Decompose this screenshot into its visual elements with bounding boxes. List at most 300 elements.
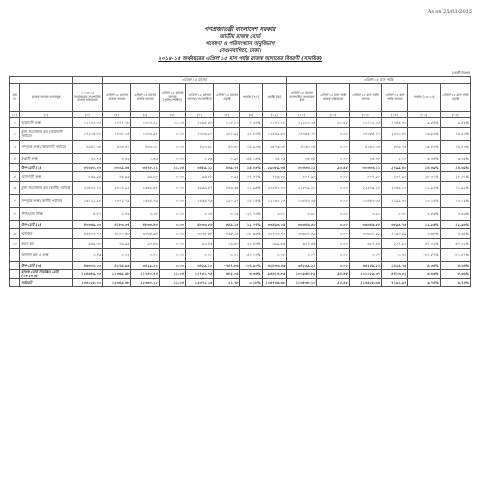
value-cell: ৩৭৩৫০.০০ xyxy=(72,164,102,172)
value-cell: ০.০৭ xyxy=(349,249,381,262)
value-cell: ১১৭৫১.৭৪ xyxy=(185,270,213,279)
value-cell: ১৪৩৫৫.৭৭ xyxy=(349,128,381,141)
value-cell: ৩৫.০৬ xyxy=(262,154,286,164)
column-header: ২০১৪-১৫ অর্থবছরের সংশোধিত রাজস্ব লক্ষ্যমাত্রা xyxy=(72,84,102,112)
column-header: এপ্রিল'১৫ মাস পর্যন্ত রাজস্ব লক্ষ্যমাত্রা xyxy=(317,84,349,112)
value-cell: ৯৬.৮৮ xyxy=(131,172,159,182)
value-cell: ৩.৯১ xyxy=(286,208,316,221)
value-cell: ৩৩৬৩১.৫৯ xyxy=(286,229,316,239)
value-cell: ০.৪৬ xyxy=(102,208,130,221)
value-cell: ৩.৪৬ xyxy=(72,249,102,262)
value-cell: ৩৪২৯.১০ xyxy=(131,262,159,270)
value-cell: ৬৫৯.৩০ xyxy=(72,239,102,249)
report-header xyxy=(0,27,480,63)
value-cell: ১২১৬০.২৫ xyxy=(262,195,286,208)
serial-cell xyxy=(10,249,20,262)
column-index: (১৪) xyxy=(381,112,407,118)
value-cell: ১৩৫০২৮.০০ xyxy=(72,279,102,287)
value-cell: ১৫৬৪.৭৬ xyxy=(131,195,159,208)
blank-group xyxy=(10,77,73,84)
value-cell: ০.০০ xyxy=(317,229,349,239)
value-cell: ০.০০ xyxy=(317,195,349,208)
value-cell: ২৯৩৮৯.৩৪ xyxy=(262,164,286,172)
serial-cell: ৭ xyxy=(10,195,20,208)
value-cell: ১৯০.৯৭ xyxy=(214,195,240,208)
report-title: ২০১৪-১৫ অর্থবছরের এপ্রিল'১৫ মাস পর্যন্ত রাজস্ব আদায়ের বিবরণী (সাময়িক) xyxy=(158,56,322,62)
value-cell: ০.০০ xyxy=(159,229,185,239)
value-cell: ১১৩৮৩৮.১০ xyxy=(286,279,316,287)
value-cell: ৮৫৯.৯৫ xyxy=(72,172,102,182)
value-cell: ১১.০৪ xyxy=(159,279,185,287)
value-cell: ০.০০ xyxy=(159,208,185,221)
value-cell: ১২.৭৭% xyxy=(240,221,262,229)
table-row xyxy=(10,208,471,221)
column-index: (৩) xyxy=(72,112,102,118)
head-name-cell: রপ্তানি শুল্ক xyxy=(20,154,73,164)
value-cell: ৫৪১৩.৫১ xyxy=(381,270,407,279)
head-name-cell: সর্বমোট xyxy=(20,279,73,287)
value-cell: ১৪৩৫৫.৭৭ xyxy=(286,128,316,141)
value-cell: ২৩৭০.৪০ xyxy=(381,128,407,141)
value-cell: ০.৩৫ xyxy=(131,208,159,221)
value-cell: ১৩৪৫৩.৩৫ xyxy=(349,195,381,208)
value-cell: ১৬.৪০% xyxy=(440,141,471,154)
value-cell: ১১৩৬৯.৬৮ xyxy=(102,270,130,279)
value-cell: ১১৩৯২৮.৬৫ xyxy=(349,279,381,287)
value-cell: ৩৪৭৮.১১ xyxy=(131,164,159,172)
value-cell: ১১৭৪০.৭৪ xyxy=(131,270,159,279)
value-cell: ১০৬৭৩৬.৬৮ xyxy=(262,279,286,287)
value-cell: ৯০.৫৫ xyxy=(317,118,349,128)
value-cell: ৩.৬৮% xyxy=(408,229,440,239)
value-cell: ১০৩৭.০৮ xyxy=(262,118,286,128)
value-cell: ৩৯৯.৬৬ xyxy=(262,239,286,249)
value-cell: ৮০৭.৯০ xyxy=(349,172,381,182)
value-cell: ৩.৩৬% xyxy=(240,270,262,279)
value-cell: ১১৮.১০ xyxy=(214,118,240,128)
value-cell: -৭৪৭.৮৬ xyxy=(214,262,240,270)
column-header: এপ্রিল'১৪ মাসের রাজস্ব আদায় xyxy=(131,84,159,112)
value-cell: ১২৩৭১.১৬ xyxy=(185,279,213,287)
serial-cell: ৬ xyxy=(10,182,20,195)
value-cell: ৪১৮৩.৩৭ xyxy=(102,221,130,229)
value-cell: ৯৬.৮৮ xyxy=(185,172,213,182)
column-header: এপ্রিল'১৫ মাস পর্যন্ত আদায় xyxy=(349,84,381,112)
value-cell: ২১.৭৮ xyxy=(214,279,240,287)
value-cell: ১৩০৬.৯৭ xyxy=(185,128,213,141)
value-cell: ১০০৯৩৮.৮২ xyxy=(286,270,316,279)
head-name-cell: আয়কর xyxy=(20,229,73,239)
value-cell: ২৬৫৯.৫৭ xyxy=(185,182,213,195)
value-cell: ০.০২ xyxy=(102,249,130,262)
value-cell: ০.৩৮ xyxy=(262,249,286,262)
value-cell: ৩৪৮৯.১১ xyxy=(185,164,213,172)
value-cell: ৪২৩.৬১ xyxy=(185,141,213,154)
value-cell: ১.৫৬ xyxy=(185,154,213,164)
value-cell: -১৭.৯০% xyxy=(240,262,262,270)
value-cell: ৪০৬.৫১ xyxy=(102,141,130,154)
value-cell: ১০৯৫.৫৮ xyxy=(185,118,213,128)
value-cell: ১২.৯৬% xyxy=(408,221,440,229)
value-cell: ২৩৫০১.৭২ xyxy=(72,182,102,195)
value-cell: ১৩.১৫% xyxy=(408,195,440,208)
value-cell: ০.০০ xyxy=(159,195,185,208)
value-cell: ২৩১.৯০ xyxy=(381,172,407,182)
value-cell: ২১.৮০% xyxy=(240,128,262,141)
value-cell: ১১.৯২% xyxy=(440,182,471,195)
value-cell: ০.০০ xyxy=(159,128,185,141)
value-cell: ০.০০ xyxy=(159,154,185,164)
serial-cell xyxy=(10,279,20,287)
value-cell: ১১.০৪ xyxy=(159,118,185,128)
value-cell: ৪৬৩০০.০০ xyxy=(72,262,102,270)
value-cell: ০.০১ xyxy=(185,249,213,262)
value-cell: ৩.৫৬% xyxy=(408,208,440,221)
head-name-cell: উপ-মোট (৩) xyxy=(20,262,73,270)
head-name-cell: সম্পূরক শুল্ক (আমদানি পর্যায়ে) xyxy=(20,141,73,154)
serial-cell: ৯ xyxy=(10,229,20,239)
value-cell: ০.০০ xyxy=(317,172,349,182)
value-cell: ৩০০৯.৩৫ xyxy=(102,164,130,172)
value-cell: ২৬৫৯.৫৭ xyxy=(131,182,159,195)
column-index: (১) xyxy=(10,112,20,118)
value-cell: ১.৫৬ xyxy=(131,154,159,164)
value-cell: ৫.৬৬% xyxy=(408,270,440,279)
value-cell: ৩৩৩৫.৬৪ xyxy=(131,229,159,239)
serial-cell: ৮ xyxy=(10,208,20,221)
column-header: পার্থক্য (১৪-১৩) xyxy=(408,84,440,112)
table-row xyxy=(10,195,471,208)
column-header: প্রবৃদ্ধি (%) xyxy=(262,84,286,112)
value-cell: ১২.৯৬% xyxy=(440,221,471,229)
subtotal-row xyxy=(10,262,471,270)
value-cell: ৩৪৬.৬৫ xyxy=(214,182,240,195)
value-cell: ০.৩০ xyxy=(381,208,407,221)
value-cell: ৩৮২.০৬ xyxy=(214,270,240,279)
column-index: (১৬) xyxy=(440,112,471,118)
column-index: (৭) xyxy=(185,112,213,118)
value-cell: -৫৫.১৫% xyxy=(240,154,262,164)
column-index: (১৩) xyxy=(349,112,381,118)
value-cell: ৯০.৫৫ xyxy=(317,164,349,172)
column-index: (১১) xyxy=(286,112,316,118)
value-cell: ২২৫০৯.২০ xyxy=(286,182,316,195)
value-cell: ৪১৬৩.০৫ xyxy=(286,141,316,154)
value-cell: ৮০৭.৯০ xyxy=(286,172,316,182)
value-cell: ৩৩৪৯৩.০৬ xyxy=(262,221,286,229)
column-header: এপ্রিল'১৫ মাসের আদায় (সংশোধিত) xyxy=(185,84,213,112)
value-cell: ১৩৪৫৩.৩৫ xyxy=(286,195,316,208)
column-header: এপ্রিল'১৫ মাসের আদায় (পূর্বসংশোধিত) xyxy=(159,84,185,112)
value-cell: ৩২৪৩৩.৪০ xyxy=(262,229,286,239)
value-cell: ০.৩৫ xyxy=(185,208,213,221)
value-cell: ১১১১২.০৩ xyxy=(349,118,381,128)
value-cell: ৪.৩৪% xyxy=(408,262,440,270)
blank-group-2 xyxy=(72,77,102,84)
serial-cell xyxy=(10,221,20,229)
value-cell: ৬.৩৫% xyxy=(440,154,471,164)
value-cell: ৪.৩৪% xyxy=(440,262,471,270)
value-cell: ৩৫.৪৪ xyxy=(349,154,381,164)
value-cell: ৩.৫৬% xyxy=(440,208,471,221)
value-cell: ৬.৩৫% xyxy=(408,154,440,164)
value-cell: -১.৯০ xyxy=(214,154,240,164)
head-name-cell: মূল্য সংযোজন কর (স্থানীয় পর্যায়ে) xyxy=(20,182,73,195)
table-row xyxy=(10,141,471,154)
value-cell: ১৪.৯০% xyxy=(240,141,262,154)
unit-note: (কোটি টাকায়) xyxy=(451,71,470,75)
value-cell: ০.০০ xyxy=(317,182,349,195)
value-cell: ১৪০৮.০৫ xyxy=(102,128,130,141)
value-cell: ১৩.১৫% xyxy=(440,195,471,208)
value-cell: ১১.৯২% xyxy=(408,182,440,195)
value-cell: ৯৩.৪৬ xyxy=(185,239,213,249)
value-cell: ৫৪৯.১৫ xyxy=(214,221,240,229)
column-index: (১২) xyxy=(317,112,349,118)
value-cell: ১১.০৪ xyxy=(159,270,185,279)
value-cell: ১০০৩.৪২ xyxy=(131,118,159,128)
value-cell: ৪৮৩৩.৫৩ xyxy=(131,221,159,229)
value-cell: ১১৯৩.৫৯ xyxy=(381,229,407,239)
value-cell: ৪৩৯.৭৭ xyxy=(214,164,240,172)
value-cell: ০.০০ xyxy=(159,172,185,182)
value-cell: ৯.৫৫% xyxy=(408,118,440,128)
column-index: (১০) xyxy=(262,112,286,118)
head-name-cell: উপ-মোট (২) xyxy=(20,221,73,229)
value-cell: ০.০০ xyxy=(317,221,349,229)
value-cell: ৪.৮৭ xyxy=(72,208,102,221)
value-cell: ২৩১৪.৯২ xyxy=(102,182,130,195)
serial-cell: ৫ xyxy=(10,172,20,182)
serial-cell xyxy=(10,270,20,279)
column-index: (৮) xyxy=(214,112,240,118)
subtotal-row xyxy=(10,279,471,287)
value-cell: -৭৬৫.১৫ xyxy=(214,229,240,239)
table-row xyxy=(10,154,471,164)
value-cell: ৪১৬৩.০৫ xyxy=(349,141,381,154)
value-cell: -১৮.৬৬% xyxy=(240,229,262,239)
group-cumulative: এপ্রিল'১৫ মাস পর্যন্ত xyxy=(286,77,470,84)
column-index: (১৫) xyxy=(408,112,440,118)
value-cell: -২১.৭৩% xyxy=(240,208,262,221)
value-cell: ১৬.৪০% xyxy=(408,141,440,154)
table-row xyxy=(10,128,471,141)
value-cell: ০.০০ xyxy=(159,141,185,154)
value-cell: ২২৫০৯.২০ xyxy=(349,182,381,195)
value-cell: ৩.৪৬ xyxy=(102,154,130,164)
serial-cell xyxy=(10,262,20,270)
value-cell: ৩০৩৩৩.১১ xyxy=(286,164,316,172)
column-header: এপ্রিল'১৫ মাস পর্যন্ত প্রবৃদ্ধি xyxy=(440,84,471,112)
value-cell: -০.৩১ xyxy=(381,249,407,262)
value-cell: ৪৮৩৩.৫৩ xyxy=(185,221,213,229)
serial-cell: ৩ xyxy=(10,141,20,154)
group-month: এপ্রিল'১৫ মাসের xyxy=(102,77,286,84)
head-name-cell: সম্পূরক শুল্ক (স্থানীয় পর্যায়ে) xyxy=(20,195,73,208)
value-cell: ৬২৭.৫৬ xyxy=(349,239,381,249)
value-cell: ২৩৫৯.২০ xyxy=(381,182,407,195)
value-cell: ৯০.৫৫ xyxy=(317,279,349,287)
value-cell: ৫৮৬.৭৫ xyxy=(381,141,407,154)
value-cell: ৫৩.৫০ xyxy=(214,141,240,154)
value-cell: ২১.৪৩% xyxy=(240,239,262,249)
value-cell: ৩.৬৮% xyxy=(440,229,471,239)
as-on-date: As on 25/03/2015 xyxy=(427,9,472,15)
value-cell: ১২৩৬০.১২ xyxy=(131,279,159,287)
value-cell: ৬.৭৪% xyxy=(440,279,471,287)
value-cell: -৮১.৫৭% xyxy=(408,249,440,262)
serial-cell: ১০ xyxy=(10,239,20,249)
head-name-cell: রাজস্ব বোর্ড নিয়ন্ত্রিত মোট (১+২+৩) xyxy=(20,270,73,279)
value-cell: ৩৪২৫৯.২১ xyxy=(349,262,381,270)
value-cell: ৩৪২৫৯.২১ xyxy=(286,262,316,270)
value-cell: -৮১.৫৭% xyxy=(440,249,471,262)
value-cell: ১০১০২৯.৩৭ xyxy=(349,270,381,279)
value-cell: ০.০০ xyxy=(159,249,185,262)
column-header: এপ্রিল'১৪ মাস পর্যন্ত আদায় xyxy=(381,84,407,112)
value-cell: ৪১০০.৬৩ xyxy=(102,229,130,239)
value-cell: ১২১০০.০০ xyxy=(72,118,102,128)
value-cell: ২২৭.৯০ xyxy=(381,239,407,249)
value-cell: ৩.৯১ xyxy=(349,208,381,221)
value-cell: ১১.৯৫% xyxy=(240,182,262,195)
value-cell: ১২২০০.৩৫ xyxy=(286,118,316,128)
value-cell: ১৬.৯০% xyxy=(440,128,471,141)
table-row xyxy=(10,249,471,262)
value-cell: ৬২৭.৫৬ xyxy=(286,239,316,249)
value-cell: ০.০০ xyxy=(317,154,349,164)
value-cell: ৬.৭৪% xyxy=(408,279,440,287)
value-cell: ১১.০৪ xyxy=(159,164,185,172)
value-cell: ১২৪৬৮৯.০০ xyxy=(72,270,102,279)
value-cell: ২৮.৩১% xyxy=(440,172,471,182)
value-cell: ৪৬৩.৩১ xyxy=(131,141,159,154)
value-cell: ০.০০ xyxy=(317,262,349,270)
table-row xyxy=(10,239,471,249)
column-header: এপ্রিল'১৫ মাসের রাজস্ব আদায় xyxy=(102,84,130,112)
value-cell: ৭৬.৯৬ xyxy=(102,239,130,249)
value-cell: ৯.৫৫% xyxy=(440,118,471,128)
value-cell: ৭৫.৯৬ xyxy=(102,172,130,182)
head-name-cell: মূল্য সংযোজন কর (আমদানি পর্যায়ে) xyxy=(20,128,73,141)
value-cell: -৫০.০০% xyxy=(240,249,262,262)
serial-cell: ১ xyxy=(10,118,20,128)
value-cell: ০.০০ xyxy=(317,249,349,262)
value-cell: ০.০৭ xyxy=(286,249,316,262)
table-row xyxy=(10,118,471,128)
value-cell: ২৭৯৯.৪০ xyxy=(381,164,407,172)
value-cell: ৪১৭৬.৯৬ xyxy=(102,262,130,270)
value-cell: ১৪২৫.৭৫ xyxy=(381,262,407,270)
value-cell: -০.০১ xyxy=(214,249,240,262)
head-name-cell: আবগারী শুল্ক xyxy=(20,172,73,182)
value-cell: ০.০০ xyxy=(159,239,185,249)
value-cell: ০.০০ xyxy=(159,262,185,270)
subtotal-row xyxy=(10,270,471,279)
value-cell: ১২৩৪৯.৩৮ xyxy=(102,279,130,287)
board-title: জাতীয় রাজস্ব বোর্ড xyxy=(219,34,261,40)
value-cell: ০.০১ xyxy=(131,249,159,262)
value-cell: ১৩০৬.৯৭ xyxy=(131,128,159,141)
value-cell: ২০৫৫০.০০ xyxy=(262,182,286,195)
value-cell: ০.১৮% xyxy=(240,279,262,287)
value-cell: ৯৩.৪৬ xyxy=(131,239,159,249)
value-cell: ২৮০.৯২ xyxy=(214,128,240,141)
column-index: (৫) xyxy=(131,112,159,118)
value-cell: ৯০.৫৫ xyxy=(317,270,349,279)
value-cell: ৪৫৫০০.০০ xyxy=(72,229,102,239)
revenue-table xyxy=(9,76,471,287)
value-cell: ৩৫৯৫.৭৫ xyxy=(381,221,407,229)
column-header: পার্থক্য (+/-) xyxy=(240,84,262,112)
value-cell: ০.০০ xyxy=(159,221,185,229)
value-cell: ৩৬৩৪৬.৫০ xyxy=(349,221,381,229)
subtotal-row xyxy=(10,221,471,229)
value-cell: ৩৩৩৫.৬৪ xyxy=(185,229,213,239)
value-cell: ৩৪২৯.১০ xyxy=(185,262,213,270)
value-cell: ৪৬৫১.৩৫ xyxy=(72,141,102,154)
value-cell: ০.০০ xyxy=(159,182,185,195)
head-name-cell: উপ-মোট (১) xyxy=(20,164,73,172)
value-cell: ৪০৩৩৯.০০ xyxy=(72,221,102,229)
column-header: এপ্রিল'১৫ মাসের প্রবৃদ্ধি xyxy=(214,84,240,112)
value-cell: ৩২৮৩৩.৪৬ xyxy=(262,262,286,270)
value-cell: ৩৫.৪৪ xyxy=(286,154,316,164)
value-cell: ২৮.৩১% xyxy=(408,172,440,182)
value-cell: ৭৮৬.০০ xyxy=(262,172,286,182)
value-cell: ৩.৮১ xyxy=(262,208,286,221)
value-cell: ৩০৩৩৩.১১ xyxy=(349,164,381,172)
serial-cell xyxy=(10,164,20,172)
value-cell: ১৭.৩৭% xyxy=(240,172,262,182)
head-name-cell: আমদানি শুল্ক xyxy=(20,118,73,128)
address: সেগুনবাগিচা, ঢাকা। xyxy=(219,48,261,54)
value-cell: ০.০০ xyxy=(317,239,349,249)
value-cell: ০.০০ xyxy=(317,208,349,221)
table-row xyxy=(10,182,471,195)
value-cell: ১৩৭২.৭৯ xyxy=(102,195,130,208)
wing-title: গবেষণা ও পরিসংখ্যান অনুবিভাগ xyxy=(205,41,275,47)
value-cell: ০.০০ xyxy=(317,128,349,141)
value-cell: ১৫.০৫% xyxy=(240,164,262,172)
head-name-cell: টার্নওভার ট্যাক্স xyxy=(20,208,73,221)
value-cell: ১৪.৩৯% xyxy=(440,164,471,172)
value-cell: ১৫৬৪.৭৬ xyxy=(185,195,213,208)
value-cell: ২.১০ xyxy=(381,154,407,164)
serial-cell: ৪ xyxy=(10,154,20,164)
value-cell: ১৭২১৫.৮০ xyxy=(72,128,102,141)
value-cell: ৫৭.০২% xyxy=(440,239,471,249)
value-cell: ৩৩৬৩১.৫৯ xyxy=(349,229,381,239)
serial-cell: ২ xyxy=(10,128,20,141)
value-cell: ৩৬৩৪৬.৫০ xyxy=(286,221,316,229)
column-index: (৪) xyxy=(102,112,130,118)
value-cell: ১৬.৯০% xyxy=(408,128,440,141)
subtotal-row xyxy=(10,164,471,172)
value-cell: ০.০০ xyxy=(317,141,349,154)
value-cell: ১৪.১৫% xyxy=(240,195,262,208)
govt-title: গণপ্রজাতন্ত্রী বাংলাদেশ সরকার xyxy=(204,27,276,33)
table-row xyxy=(10,229,471,239)
column-index: (৬) xyxy=(159,112,185,118)
value-cell: ৫.৬৬% xyxy=(440,270,471,279)
table-row xyxy=(10,172,471,182)
value-cell: ১২৫৫৯.৫৩ xyxy=(262,128,286,141)
value-cell: ০.৯২ xyxy=(214,172,240,182)
column-header: রাজস্ব আদায় খাতসমূহ xyxy=(20,84,73,112)
column-index: (২) xyxy=(20,112,73,118)
value-cell: ৭.৩৭% xyxy=(240,118,262,128)
